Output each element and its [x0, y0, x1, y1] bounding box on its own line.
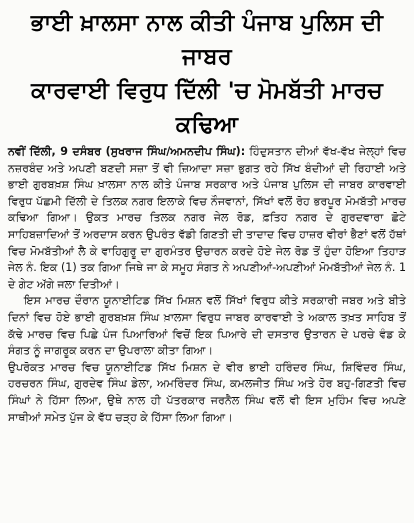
article-paragraph: ਉਪਰੋਕਤ ਮਾਰਚ ਵਿਚ ਯੂਨਾਈਟਿਡ ਸਿੱਖ ਮਿਸ਼ਨ ਦੇ ਵੀਰ ਭਾਈ ਹਰਿੰਦਰ ਸਿੰਘ, ਸ਼ਿਵਿੰਦਰ ਸਿੰਘ, ਹਰਚਰਨ ਸਿੰਘ, ਗੁਰਦੇਵ ਸਿੰਘ ਡੇਲਾ, ਅਮਰਿੰਦਰ ਸਿੰਘ, ਕਮਲਜੀਤ ਸਿੰਘ ਅਤੇ ਹੋਰ ਬਹੁ-ਗਿਣਤੀ ਵਿਚ ਸਿੰਘਾਂ ਨੇ ਹਿੱਸਾ ਲਿਆ, ਉਥੇ ਨਾਲ ਹੀ ਪੱਤਰਕਾਰ ਜਰਨੈਲ ਸਿੰਘ ਵਲੋਂ ਵੀ ਇਸ ਮੁਹਿੰਮ ਵਿਚ ਅਪਣੇ ਸਾਥੀਆਂ ਸਮੇਤ ਪੁੱਜ ਕੇ ਵੱਧ ਚੜ੍ਹ ਕੇ ਹਿੱਸਾ ਲਿਆ ਗਿਆ। [8, 360, 406, 424]
paragraph-text: ਹਿੰਦੁਸਤਾਨ ਦੀਆਂ ਵੱਖ-ਵੱਖ ਜੇਲ੍ਹਾਂ ਵਿਚ ਨਜ਼ਰਬੰਦ ਅਤੇ ਅਪਣੀ ਬਣਦੀ ਸਜ਼ਾ ਤੋਂ ਵੀ ਜ਼ਿਆਦਾ ਸਜ਼ਾ ਭੁਗਤ ਰਹੇ ਸਿੱਖ ਬੰਦੀਆਂ ਦੀ ਰਿਹਾਈ ਅਤੇ ਭਾਈ ਗੁਰਬਖ਼ਸ਼ ਸਿੰਘ ਖ਼ਾਲਸਾ ਨਾਲ ਕੀਤੇ ਪੰਜਾਬ ਸਰਕਾਰ ਅਤੇ ਪੰਜਾਬ ਪੁਲਿਸ ਦੀ ਜਾਬਰ ਕਾਰਵਾਈ ਵਿਰੁਧ ਪੱਛਮੀ ਦਿੱਲੀ ਦੇ ਤਿਲਕ ਨਗਰ ਇਲਾਕੇ ਵਿਚ ਨੌਜਵਾਨਾਂ, ਸਿੱਖਾਂ ਵਲੋਂ ਰੋਹ ਭਰਪੂਰ ਮੋਮਬੱਤੀ ਮਾਰਚ ਕਢਿਆ ਗਿਆ। ਉਕਤ ਮਾਰਚ ਤਿਲਕ ਨਗਰ ਜੇਲ ਰੋਡ, ਫ਼ਤਿਹ ਨਗਰ ਦੇ ਗੁਰਦਵਾਰਾ ਛੋਟੇ ਸਾਹਿਬਜ਼ਾਦਿਆਂ ਤੋਂ ਅਰਦਾਸ ਕਰਨ ਉਪਰੰਤ ਵੱਡੀ ਗਿਣਤੀ ਦੀ ਤਾਦਾਦ ਵਿਚ ਹਾਜ਼ਰ ਵੀਰਾਂ ਭੈਣਾਂ ਵਲੋਂ ਹੱਥਾਂ ਵਿਚ ਮੋਮਬੱਤੀਆਂ ਲੈ ਕੇ ਵਾਹਿਗੁਰੂ ਦਾ ਗੁਰਮੰਤਰ ਉਚਾਰਨ ਕਰਦੇ ਹੋਏ ਜੇਲ ਰੋਡ ਤੋਂ ਹੁੰਦਾ ਹੋਇਆ ਤਿਹਾੜ ਜੇਲ ਨੰ. ਇਕ (1) ਤਕ ਗਿਆ ਜਿਥੇ ਜਾ ਕੇ ਸਮੂਹ ਸੰਗਤ ਨੇ ਅਪਣੀਆਂ-ਅਪਣੀਆਂ ਮੋਮਬੱਤੀਆਂ ਜੇਲ ਨੰ. 1 ਦੇ ਗੇਟ ਅੱਗੇ ਜਲਾ ਦਿਤੀਆਂ। [8, 145, 406, 291]
article-paragraph [8, 144, 406, 293]
headline-line-2: ਕਾਰਵਾਈ ਵਿਰੁਧ ਦਿੱਲੀ 'ਚ ਮੋਮਬੱਤੀ ਮਾਰਚ ਕਢਿਆ [31, 78, 383, 138]
article-paragraph: ਇਸ ਮਾਰਚ ਦੌਰਾਨ ਯੂਨਾਈਟਿਡ ਸਿੱਖ ਮਿਸ਼ਨ ਵਲੋਂ ਸਿੱਖਾਂ ਵਿਰੁਧ ਕੀਤੇ ਸਰਕਾਰੀ ਜਬਰ ਅਤੇ ਬੀਤੇ ਦਿਨਾਂ ਵਿਚ ਹੋਏ ਭਾਈ ਗੁਰਬਖ਼ਸ਼ ਸਿੰਘ ਖ਼ਾਲਸਾ ਵਿਰੁਧ ਜਾਬਰ ਕਾਰਵਾਈ ਤੇ ਅਕਾਲ ਤਖ਼ਤ ਸਾਹਿਬ ਤੋਂ ਕੱਢੇ ਮਾਰਚ ਵਿਚ ਪਿਛੇ ਪੰਜ ਪਿਆਰਿਆਂ ਵਿਚੋਂ ਇਕ ਪਿਆਰੇ ਦੀ ਦਸਤਾਰ ਉਤਾਰਨ ਦੇ ਪਰਚੇ ਵੰਡ ਕੇ ਸੰਗਤ ਨੂੰ ਜਾਗਰੂਕ ਕਰਨ ਦਾ ਉਪਰਾਲਾ ਕੀਤਾ ਗਿਆ। [8, 294, 406, 358]
headline-line-1: ਭਾਈ ਖ਼ਾਲਸਾ ਨਾਲ ਕੀਤੀ ਪੰਜਾਬ ਪੁਲਿਸ ਦੀ ਜਾਬਰ [30, 10, 384, 70]
dateline: ਨਵੀਂ ਦਿੱਲੀ, 9 ਦਸੰਬਰ (ਸੁਖਰਾਜ ਸਿੰਘ/ਅਮਨਦੀਪ ਸਿੰਘ): [8, 145, 246, 158]
article-body [0, 142, 414, 426]
